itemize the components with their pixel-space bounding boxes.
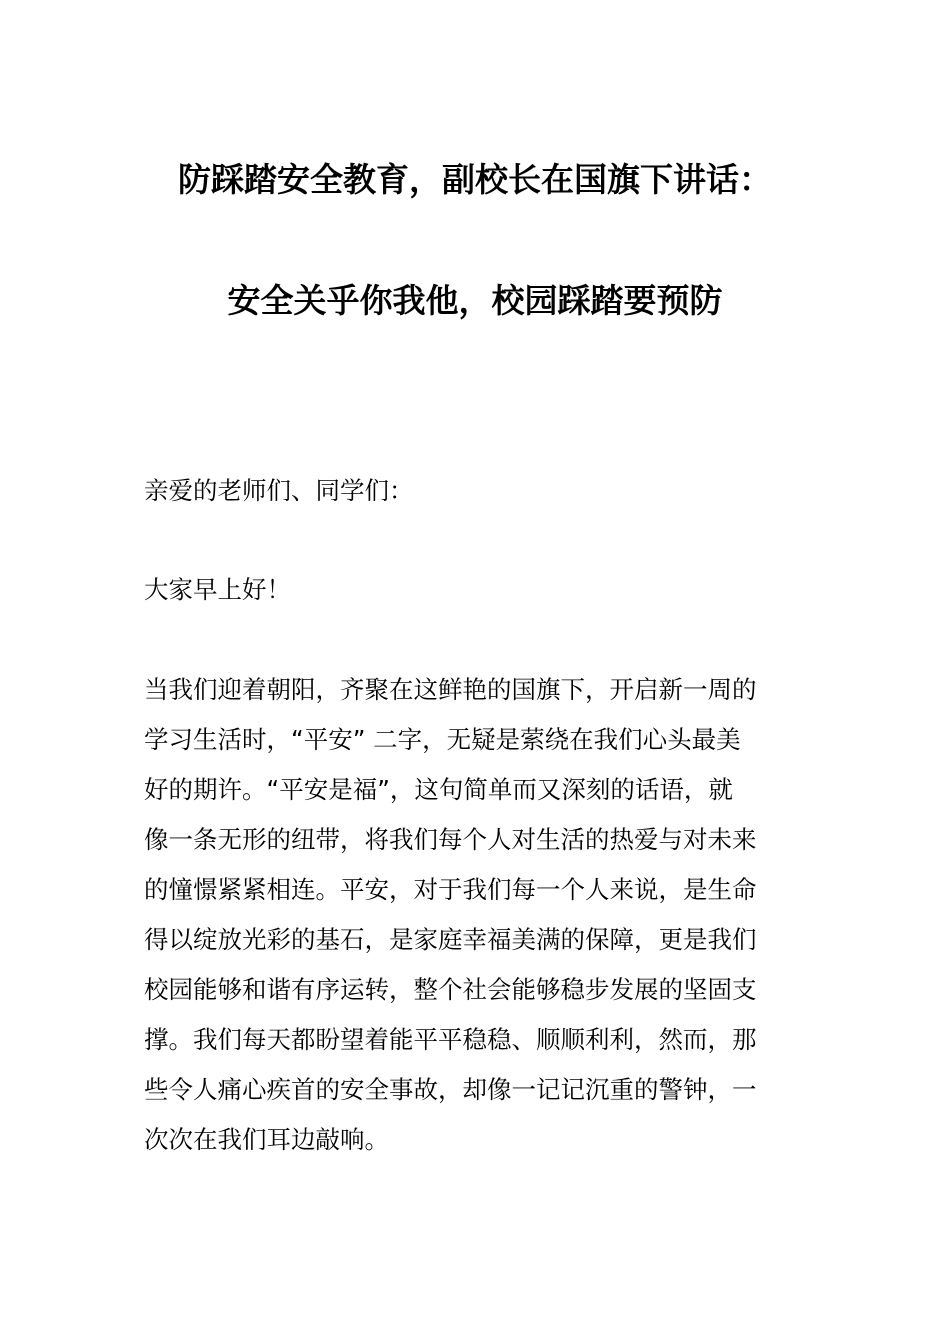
body-paragraph — [144, 665, 808, 1165]
paragraph-line: 的憧憬紧紧相连。平安，对于我们每一个人来说，是生命 — [144, 875, 757, 904]
paragraph-line: 些令人痛心疾首的安全事故，却像一记记沉重的警钟，一 — [144, 1075, 757, 1104]
paragraph-line: 当我们迎着朝阳，齐聚在这鲜艳的国旗下，开启新一周的 — [144, 675, 757, 704]
paragraph-line: 像一条无形的纽带，将我们每个人对生活的热爱与对未来 — [144, 825, 757, 854]
paragraph-line: 校园能够和谐有序运转，整个社会能够稳步发展的坚固支 — [144, 975, 757, 1004]
salutation: 亲爱的老师们、同学们： — [144, 476, 414, 505]
paragraph-line: 撑。我们每天都盼望着能平平稳稳、顺顺利利，然而，那 — [144, 1025, 757, 1054]
paragraph-line: 学习生活时，“平安” 二字，无疑是萦绕在我们心头最美 — [144, 725, 741, 754]
document-title-line-2: 安全关乎你我他，校园踩踏要预防 — [227, 281, 723, 320]
greeting: 大家早上好！ — [144, 575, 291, 604]
paragraph-line: 得以绽放光彩的基石，是家庭幸福美满的保障，更是我们 — [144, 925, 757, 954]
document-title-line-1: 防踩踏安全教育，副校长在国旗下讲话： — [178, 160, 772, 199]
paragraph-line: 次次在我们耳边敲响。 — [144, 1125, 389, 1154]
paragraph-line: 好的期许。“平安是福”，这句简单而又深刻的话语，就 — [144, 775, 733, 804]
